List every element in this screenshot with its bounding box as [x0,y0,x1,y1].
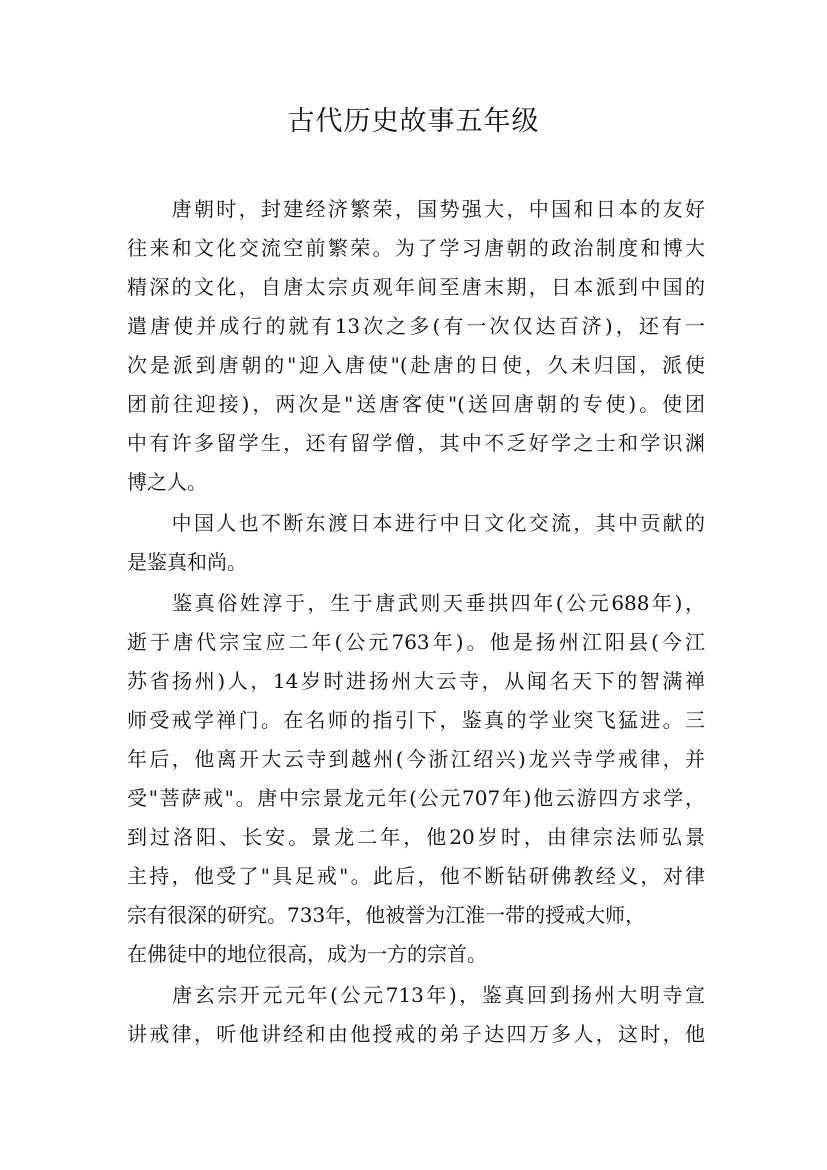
paragraph-line: 在佛徒中的地位很高，成为一方的宗首。 [127,942,487,966]
paragraph-line: 往来和文化交流空前繁荣。为了学习唐朝的政治制度和博大 [127,236,705,260]
document-title: 古代历史故事五年级 [287,106,540,137]
paragraph-line: 到过洛阳、长安。景龙二年，他20岁时，由律宗法师弘景 [127,825,705,849]
paragraph-line: 唐玄宗开元元年(公元713年)，鉴真回到扬州大明寺宣 [127,983,705,1007]
paragraph-line: 年后，他离开大云寺到越州(今浙江绍兴)龙兴寺学戒律，并 [127,747,705,771]
paragraph-line: 苏省扬州)人，14岁时进扬州大云寺，从闻名天下的智满禅 [127,669,705,693]
document-body [127,190,705,1054]
paragraph-line: 是鉴真和尚。 [127,550,247,574]
paragraph-line: 团前往迎接)，两次是"送唐客使"(送回唐朝的专使)。使团 [127,392,705,416]
paragraph-line: 遣唐使并成行的就有13次之多(有一次仅达百济)，还有一 [127,314,705,338]
paragraph-line: 次是派到唐朝的"迎入唐使"(赴唐的日使，久未归国，派使 [127,353,705,377]
paragraph-line: 鉴真俗姓淳于，生于唐武则天垂拱四年(公元688年)， [127,591,705,615]
paragraph-line: 中国人也不断东渡日本进行中日文化交流，其中贡献的 [127,511,705,535]
paragraph-line: 讲戒律，听他讲经和由他授戒的弟子达四万多人，这时，他 [127,1022,705,1046]
paragraph-line: 受"菩萨戒"。唐中宗景龙元年(公元707年)他云游四方求学， [127,786,705,810]
paragraph-line: 中有许多留学生，还有留学僧，其中不乏好学之士和学识渊 [127,431,705,455]
paragraph-line: 师受戒学禅门。在名师的指引下，鉴真的学业突飞猛进。三 [127,708,705,732]
paragraph-line: 精深的文化，自唐太宗贞观年间至唐末期，日本派到中国的 [127,275,705,299]
paragraph-line: 唐朝时，封建经济繁荣，国势强大，中国和日本的友好 [127,197,705,221]
paragraph-line: 博之人。 [127,470,207,494]
paragraph-line: 主持，他受了"具足戒"。此后，他不断钻研佛教经义，对律 [127,864,705,888]
paragraph-line: 逝于唐代宗宝应二年(公元763年)。他是扬州江阳县(今江 [127,630,705,654]
paragraph-line: 宗有很深的研究。733年，他被誉为江淮一带的授戒大师， [127,903,646,927]
